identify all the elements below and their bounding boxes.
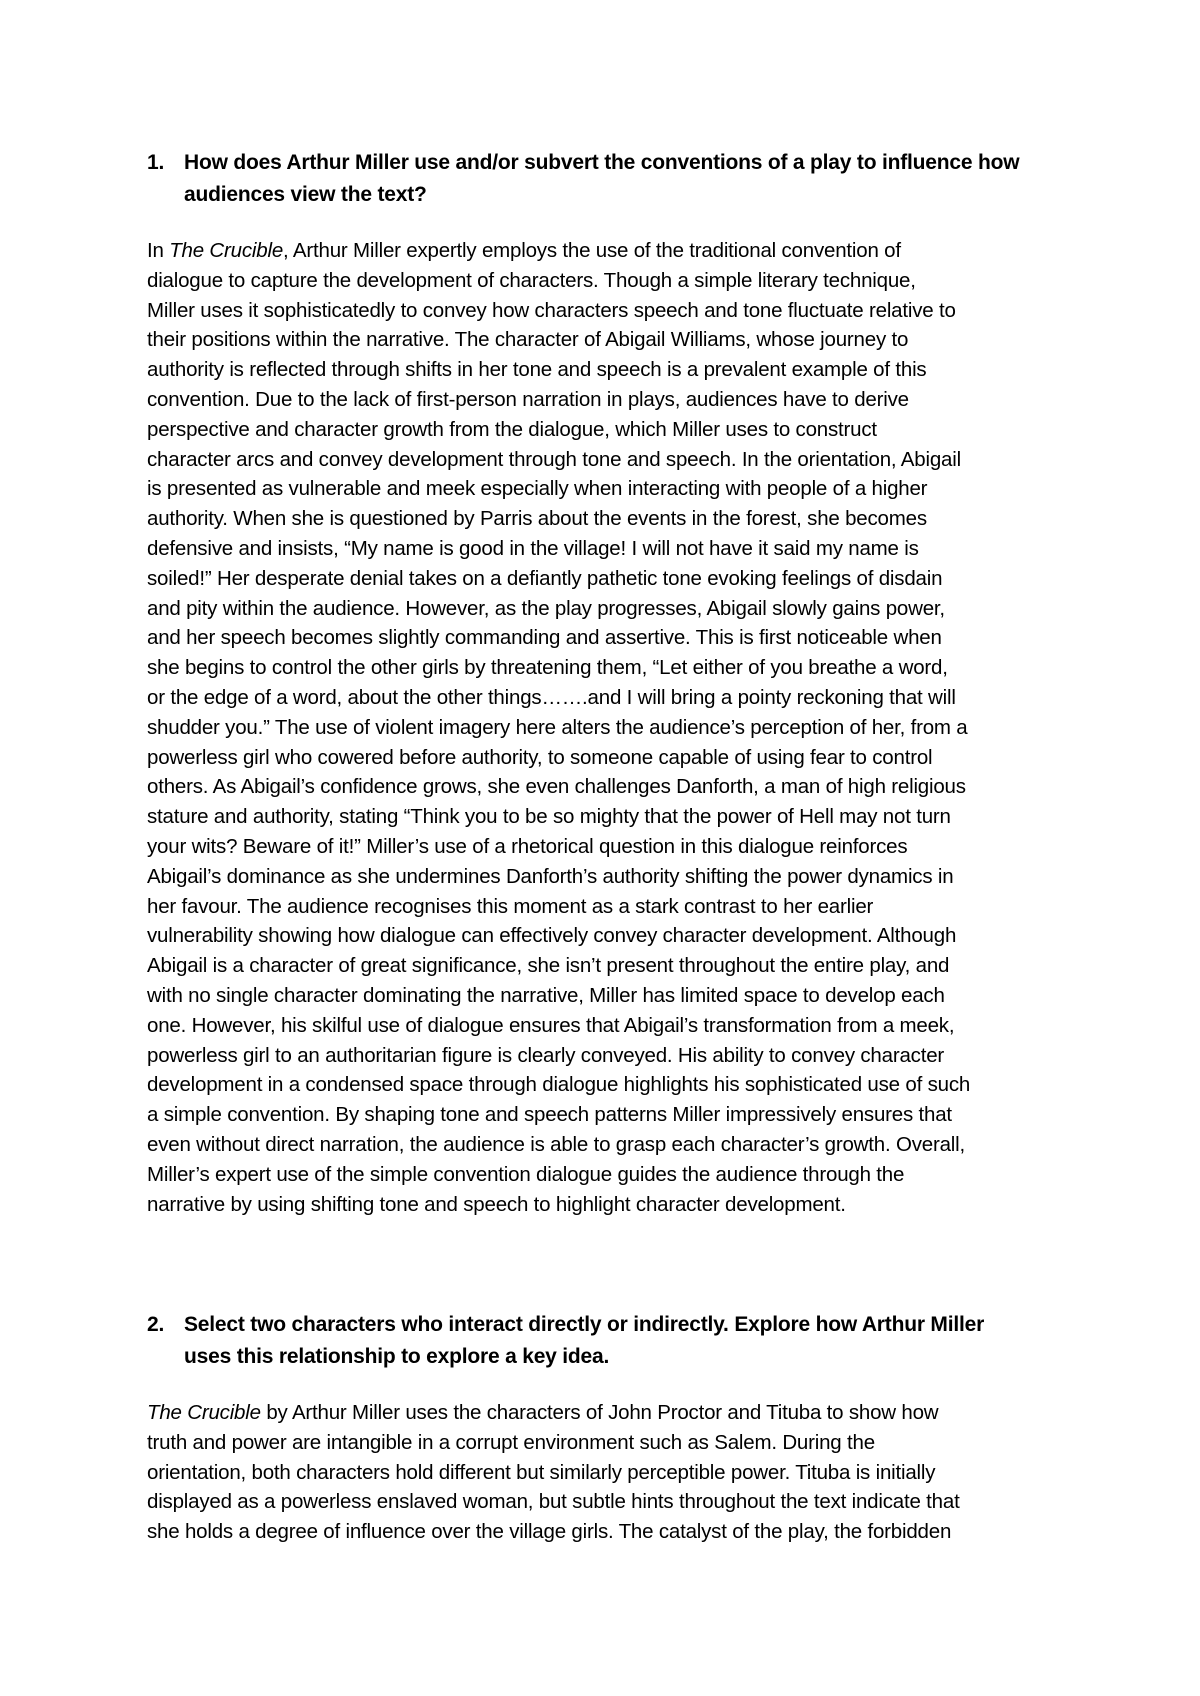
answer-1-line: perspective and character growth from the dialogue, which Miller uses to construct — [147, 417, 877, 441]
answer-1-line: powerless girl who cowered before authority, to someone capable of using fear to control — [147, 745, 933, 769]
answer-2-line — [147, 1398, 1067, 1428]
answer-2-line: displayed as a powerless enslaved woman, but subtle hints throughout the text indicate that — [147, 1490, 960, 1514]
question-2-line-1: Select two characters who interact directly or indirectly. Explore how Arthur Miller — [184, 1313, 985, 1336]
answer-1-line: even without direct narration, the audience is able to grasp each character’s growth. Overall, — [147, 1132, 965, 1156]
answer-1-line: soiled!” Her desperate denial takes on a defiantly pathetic tone evoking feelings of disdain — [147, 566, 943, 590]
answer-1-line: defensive and insists, “My name is good in the village! I will not have it said my name is — [147, 536, 919, 560]
answer-1-line: dialogue to capture the development of characters. Though a simple literary technique, — [147, 268, 916, 292]
answer-1-line: their positions within the narrative. The character of Abigail Williams, whose journey to — [147, 328, 909, 352]
answer-2-line: she holds a degree of influence over the village girls. The catalyst of the play, the forbidden — [147, 1520, 952, 1544]
answer-1-line: and her speech becomes slightly commanding and assertive. This is first noticeable when — [147, 626, 942, 650]
answer-2-intro-rest: by Arthur Miller uses the characters of John Proctor and Tituba to show how — [260, 1401, 939, 1424]
answer-1-line: narrative by using shifting tone and speech to highlight character development. — [147, 1192, 846, 1216]
book-title: The Crucible — [169, 239, 284, 262]
book-title: The Crucible — [147, 1401, 261, 1424]
answer-1-line: with no single character dominating the narrative, Miller has limited space to develop each — [147, 983, 945, 1007]
answer-2-line: orientation, both characters hold different but similarly perceptible power. Tituba is initially — [147, 1460, 936, 1484]
answer-1-line: Miller uses it sophisticatedly to convey how characters speech and tone fluctuate relative to — [147, 298, 956, 322]
answer-1-line: she begins to control the other girls by threatening them, “Let either of you breathe a word, — [147, 656, 948, 680]
answer-1-line: character arcs and convey development through tone and speech. In the orientation, Abigail — [147, 447, 961, 471]
question-2-number: 2. — [147, 1313, 165, 1336]
question-1-line-1: How does Arthur Miller use and/or subvert the conventions of a play to influence how — [184, 151, 1020, 174]
answer-1-line: one. However, his skilful use of dialogue ensures that Abigail’s transformation from a meek, — [147, 1013, 955, 1037]
answer-1-line: vulnerability showing how dialogue can effectively convey character development. Although — [147, 924, 957, 948]
answer-1-line: shudder you.” The use of violent imagery here alters the audience’s perception of her, from a — [147, 715, 968, 739]
question-2-line-2: uses this relationship to explore a key idea. — [184, 1345, 610, 1368]
answer-1-line: others. As Abigail’s confidence grows, she even challenges Danforth, a man of high religious — [147, 775, 966, 799]
question-1-line-2: audiences view the text? — [184, 183, 427, 206]
question-1-heading — [147, 147, 1077, 211]
answer-1-line: a simple convention. By shaping tone and speech patterns Miller impressively ensures that — [147, 1103, 952, 1127]
question-2-heading — [147, 1309, 1077, 1373]
answer-1-paragraph — [147, 236, 1067, 1219]
answer-1-line: her favour. The audience recognises this moment as a stark contrast to her earlier — [147, 894, 874, 918]
answer-1-line: authority. When she is questioned by Parris about the events in the forest, she becomes — [147, 507, 927, 531]
answer-1-line: is presented as vulnerable and meek especially when interacting with people of a higher — [147, 477, 928, 501]
answer-1-line: development in a condensed space through dialogue highlights his sophisticated use of such — [147, 1073, 971, 1097]
question-1-number: 1. — [147, 151, 165, 174]
answer-1-line: Abigail is a character of great significance, she isn’t present throughout the entire play, and — [147, 954, 950, 978]
answer-1-intro-prefix: In — [147, 239, 170, 262]
answer-1-line: your wits? Beware of it!” Miller’s use of a rhetorical question in this dialogue reinforces — [147, 834, 908, 858]
answer-1-line: or the edge of a word, about the other things…….and I will bring a pointy reckoning that will — [147, 685, 956, 709]
answer-1-line: Miller’s expert use of the simple convention dialogue guides the audience through the — [147, 1162, 905, 1186]
answer-1-line — [147, 236, 1067, 266]
answer-1-line: Abigail’s dominance as she undermines Danforth’s authority shifting the power dynamics in — [147, 864, 954, 888]
answer-1-line: authority is reflected through shifts in her tone and speech is a prevalent example of this — [147, 358, 927, 382]
answer-1-line: convention. Due to the lack of first-person narration in plays, audiences have to derive — [147, 387, 909, 411]
answer-1-line: and pity within the audience. However, as the play progresses, Abigail slowly gains power, — [147, 596, 945, 620]
answer-1-intro-rest: , Arthur Miller expertly employs the use of the traditional convention of — [283, 239, 901, 262]
answer-1-line: stature and authority, stating “Think you to be so mighty that the power of Hell may not turn — [147, 805, 951, 829]
answer-1-line: powerless girl to an authoritarian figure is clearly conveyed. His ability to convey character — [147, 1043, 945, 1067]
answer-2-line: truth and power are intangible in a corrupt environment such as Salem. During the — [147, 1430, 875, 1454]
answer-2-paragraph — [147, 1398, 1067, 1547]
